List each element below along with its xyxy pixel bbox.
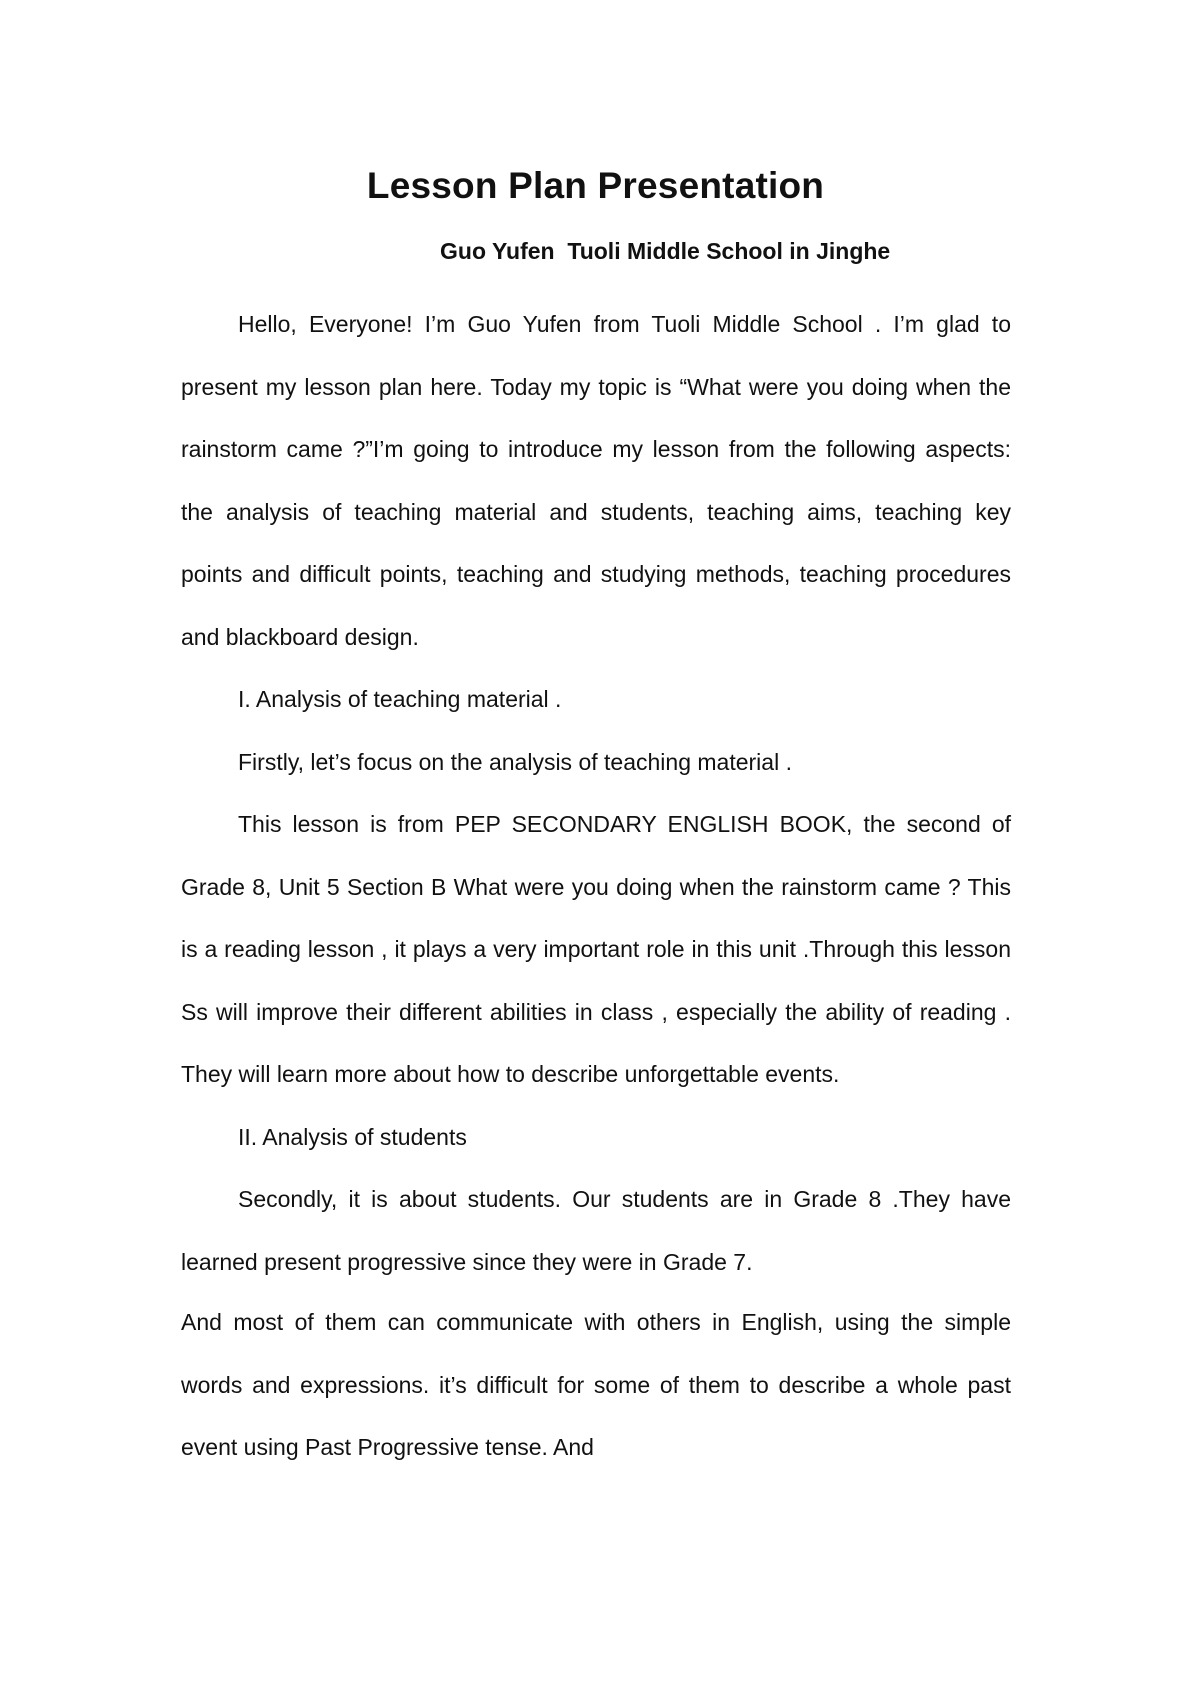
students-continuation-paragraph: And most of them can communicate with others in English, using the simple words and expressions. it’s difficult for some of them to describe a whole past event using Past Progressive tense. And bbox=[181, 1309, 1011, 1460]
intro-paragraph: Hello, Everyone! I’m Guo Yufen from Tuoli Middle School . I’m glad to present my lesson plan here. Today my topic is “What were you doing when the rainstorm came ?”I’m going to introduce my lesson from the following aspects: the analysis of teaching material and students, teaching aims, teaching key points and difficult points, teaching and studying methods, teaching procedures and blackboard design. bbox=[181, 311, 1011, 650]
document-subtitle: Guo Yufen Tuoli Middle School in Jinghe bbox=[440, 238, 891, 264]
section-heading-students: II. Analysis of students bbox=[238, 1123, 467, 1150]
teaching-material-paragraph: This lesson is from PEP SECONDARY ENGLISH BOOK, the second of Grade 8, Unit 5 Section B What were you doing when the rainstorm came ? This is a reading lesson , it plays a very important role in this unit .Through this lesson Ss will improve their different abilities in class , especially the ability of reading . They will learn more about how to describe unforgettable events. bbox=[181, 811, 1011, 1087]
teaching-material-lead-paragraph: Firstly, let’s focus on the analysis of teaching material . bbox=[238, 748, 792, 775]
students-paragraph: Secondly, it is about students. Our students are in Grade 8 .They have learned present progressive since they were in Grade 7. bbox=[181, 1186, 1011, 1275]
document-body bbox=[181, 293, 1011, 1479]
section-heading-teaching-material: I. Analysis of teaching material . bbox=[238, 686, 562, 712]
document-title: Lesson Plan Presentation bbox=[366, 165, 825, 206]
